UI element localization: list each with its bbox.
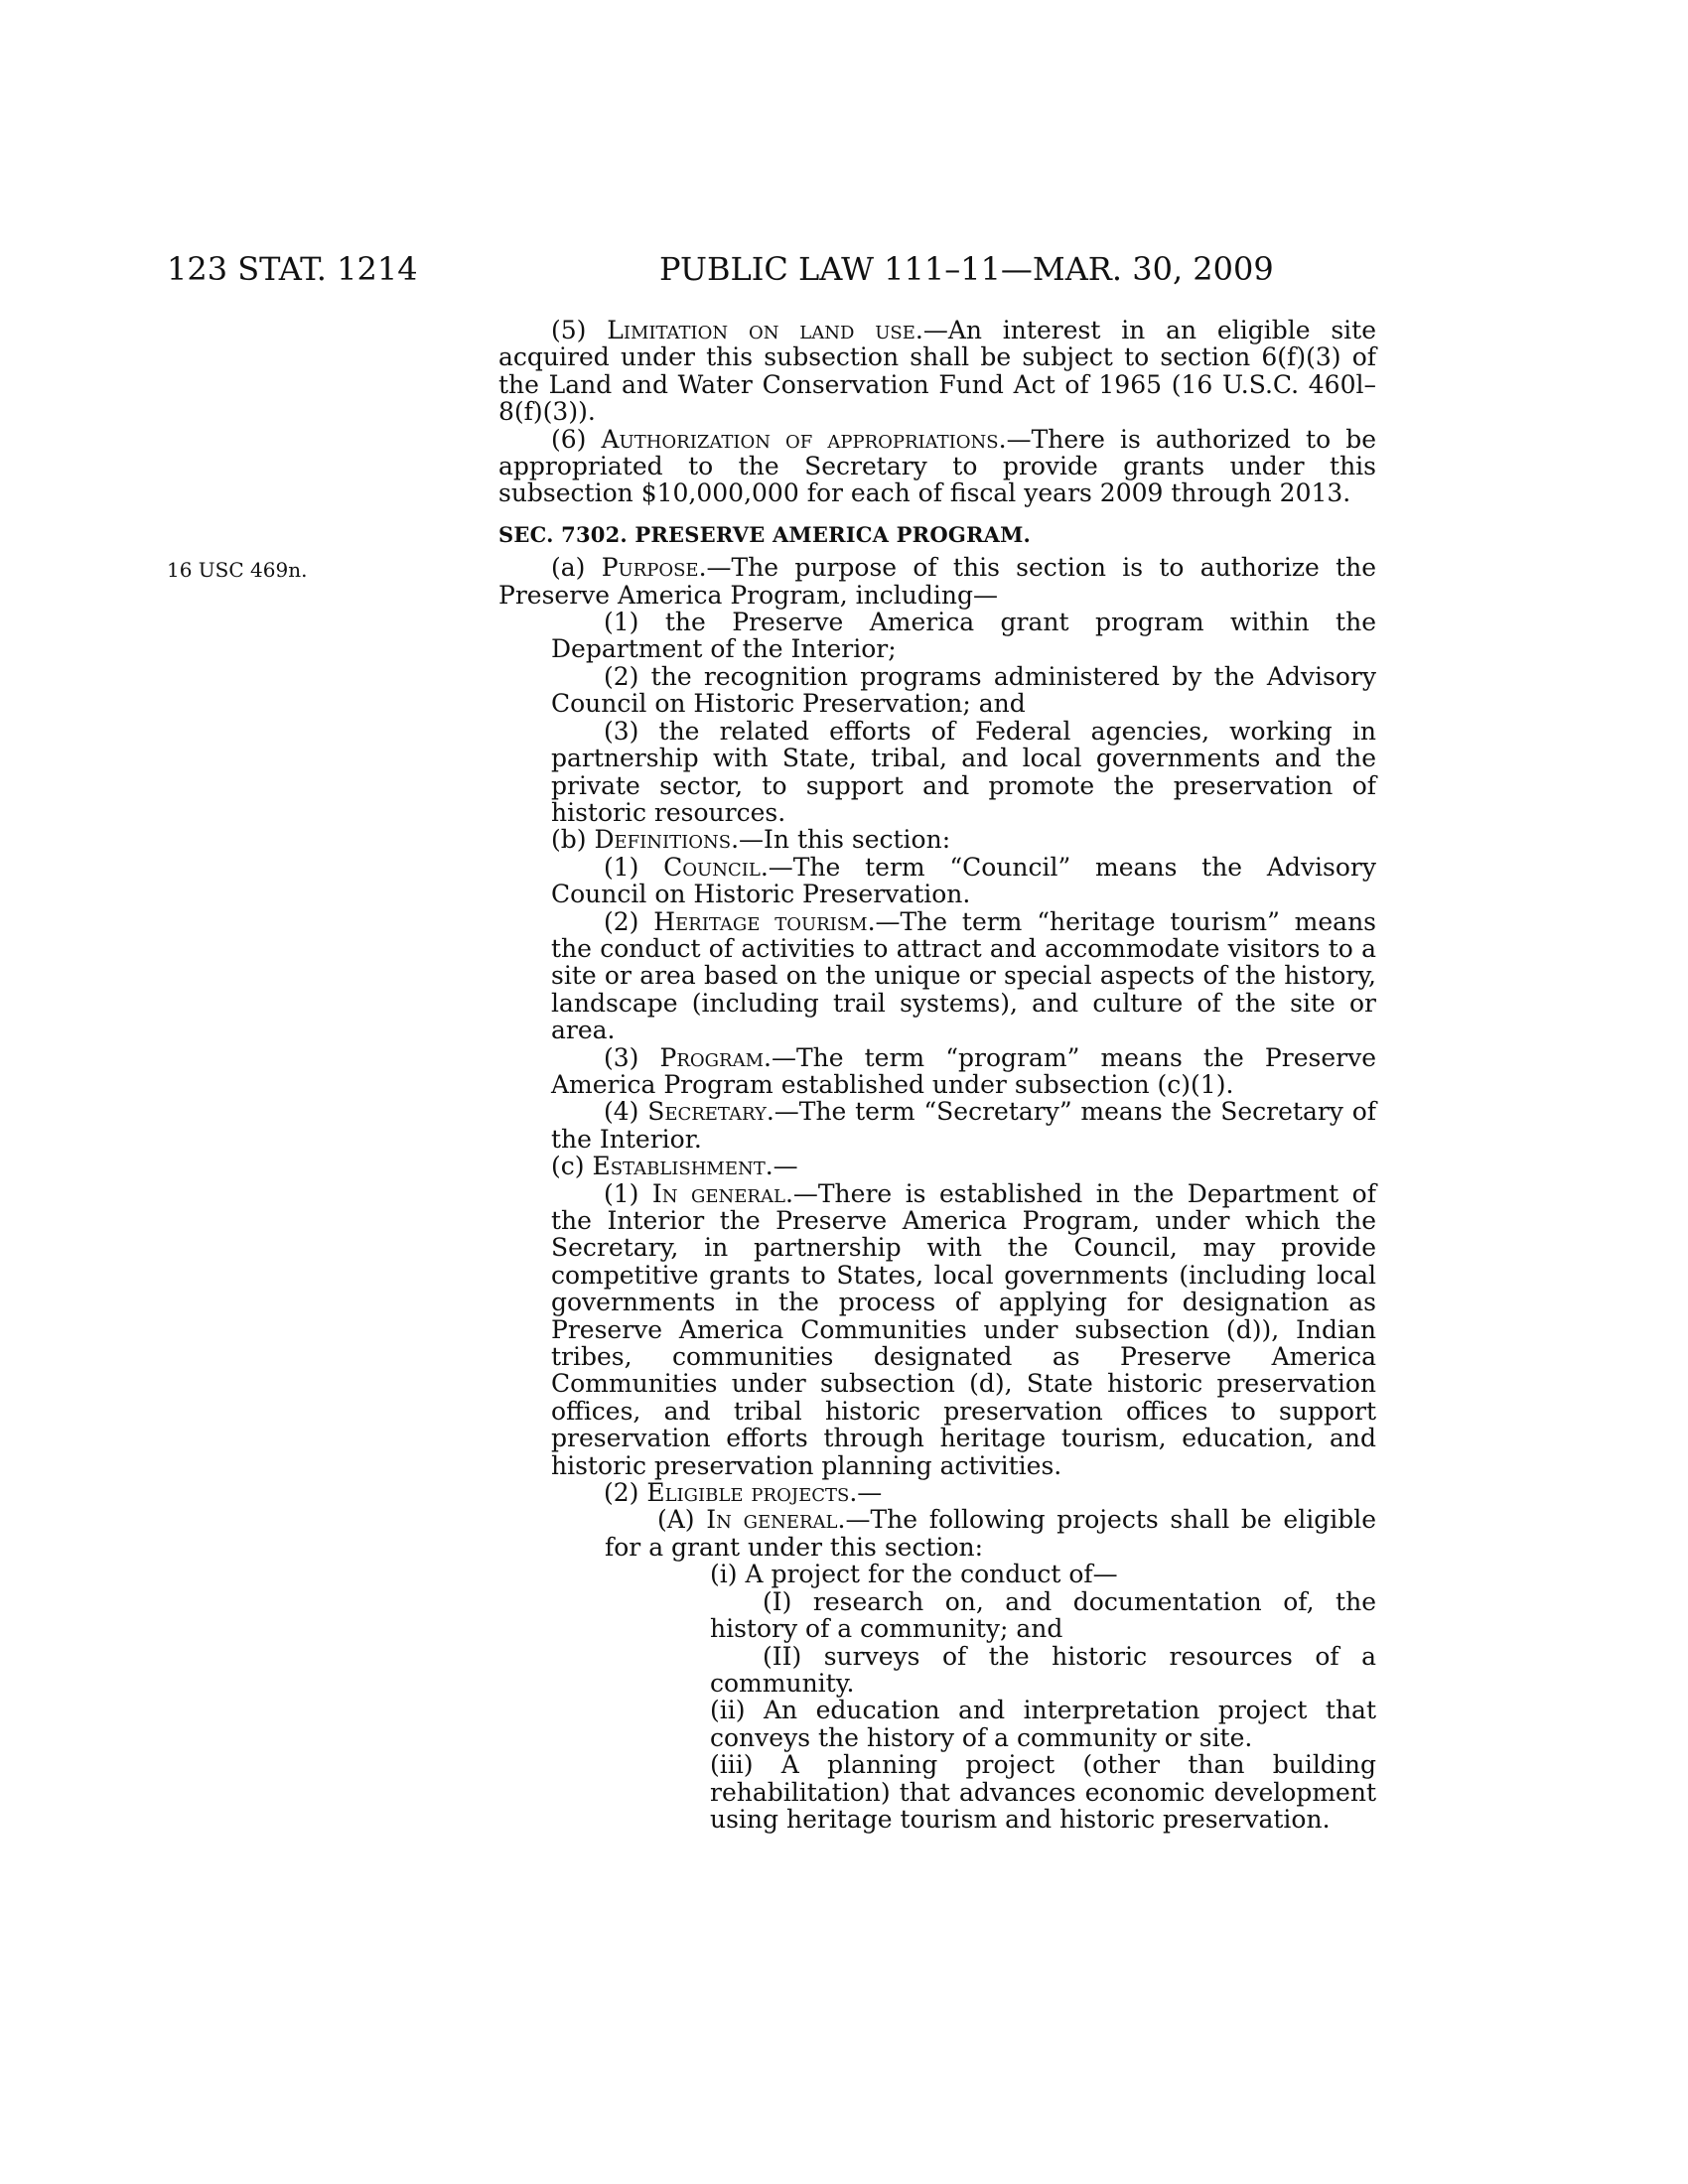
definition-council: (1) Council.—The term “Council” means the Advisory Council on Historic Preservation. (551, 852, 1376, 909)
running-header: PUBLIC LAW 111–11—MAR. 30, 2009 (659, 250, 1274, 288)
subsection-a-2: (2) the recognition programs administered by the Advisory Council on Historic Preservation; and (551, 661, 1376, 719)
subclause-II: (II) surveys of the historic resources of a community. (710, 1641, 1376, 1698)
subsection-c: (c) Establishment.— (551, 1152, 798, 1181)
subsection-c-1: (1) In general.—There is established in the Department of the Interior the Preserve America Program, under which the Secretary, in partnership with the Council, may provide competitive grants to States, local governments (including local governments in the process of applying for designation as Preserve America Communities under subsection (d)), Indian tribes, communities designated as Preserve America Communities under subsection (d), State historic preservation offices, and tribal historic preservation offices to support preservation efforts through heritage tourism, education, and historic preservation planning activities. (551, 1178, 1376, 1480)
definition-heritage-tourism: (2) Heritage tourism.—The term “heritage tourism” means the conduct of activities to attract and accommodate visitors to a site or area based on the unique or special aspects of the history, landscape (including trail systems), and culture of the site or area. (551, 906, 1377, 1045)
paragraph-6: (6) Authorization of appropriations.—There is authorized to be appropriated to the Secretary to provide grants under this subsection $10,000,000 for each of fiscal years 2009 through 2013. (498, 424, 1377, 508)
usc-margin-note: 16 USC 469n. (167, 558, 308, 582)
definition-secretary: (4) Secretary.—The term “Secretary” means the Secretary of the Interior. (551, 1097, 1376, 1154)
subsection-a: (a) Purpose.—The purpose of this section is to authorize the Preserve America Program, including— (498, 553, 1377, 610)
section-heading: SEC. 7302. PRESERVE AMERICA PROGRAM. (498, 521, 1032, 547)
clause-iii: (iii) A planning project (other than building rehabilitation) that advances economic development using heritage tourism and historic preservation. (710, 1750, 1376, 1834)
subsection-c-2-A: (A) In general.—The following projects shall be eligible for a grant under this section: (605, 1505, 1376, 1562)
definition-program: (3) Program.—The term “program” means the Preserve America Program established under subsection (c)(1). (551, 1042, 1376, 1099)
subsection-c-2: (2) Eligible projects.— (604, 1478, 883, 1508)
document-body (498, 317, 1376, 1833)
subsection-a-3: (3) the related efforts of Federal agencies, working in partnership with State, tribal, and local governments and the private sector, to support and promote the preservation of historic resources. (551, 716, 1376, 827)
subclause-I: (I) research on, and documentation of, the history of a community; and (710, 1586, 1376, 1644)
clause-ii: (ii) An education and interpretation project that conveys the history of a community or site. (710, 1696, 1376, 1752)
statute-citation: 123 STAT. 1214 (167, 250, 418, 288)
paragraph-5: (5) Limitation on land use.—An interest in an eligible site acquired under this subsection shall be subject to section 6(f)(3) of the Land and Water Conservation Fund Act of 1965 (16 U.S.C. 460l–8(f)(3)). (498, 316, 1376, 427)
subsection-a-1: (1) the Preserve America grant program within the Department of the Interior; (551, 608, 1376, 664)
clause-i: (i) A project for the conduct of— (710, 1560, 1118, 1589)
subsection-b: (b) Definitions.—In this section: (551, 825, 951, 855)
